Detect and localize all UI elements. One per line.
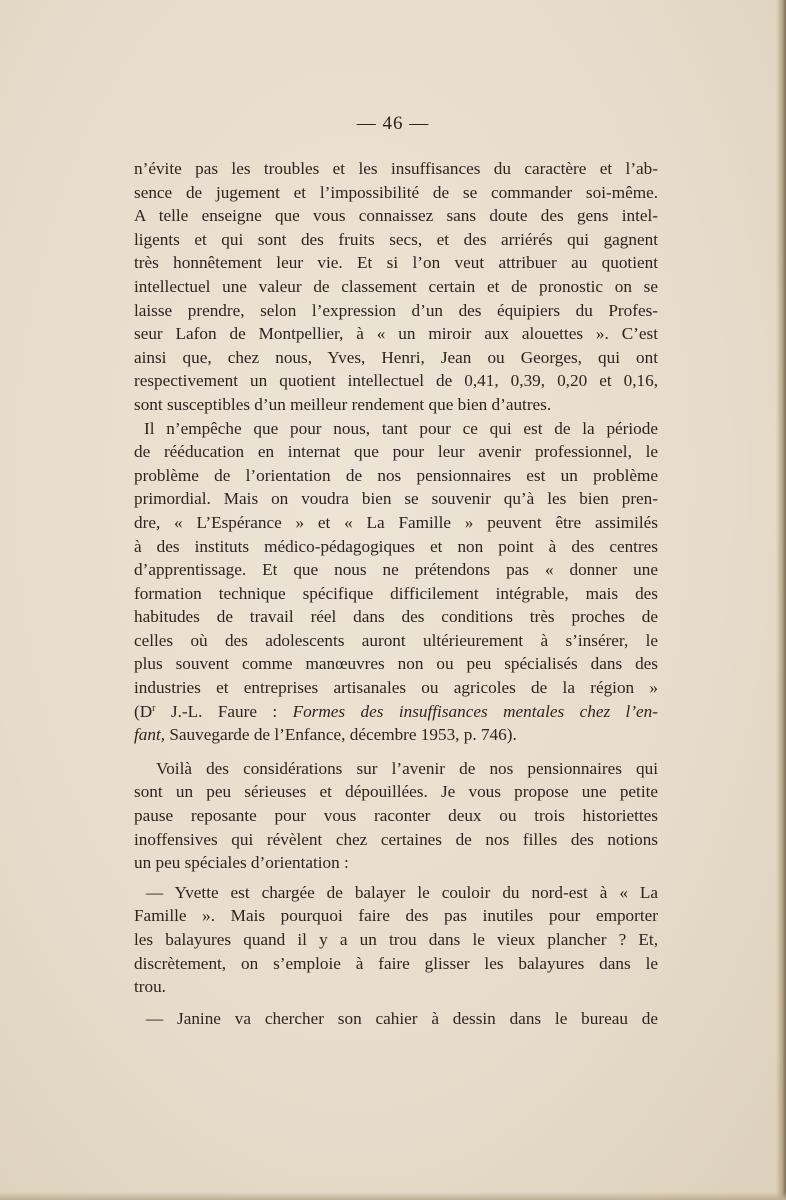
text-line: respectivement un quotient intellectuel de 0,41, 0,39, 0,20 et 0,16, [134,371,658,391]
text-line: ainsi que, chez nous, Yves, Henri, Jean ou Georges, qui ont [134,347,658,367]
text-line: Voilà des considérations sur l’avenir de nos pensionnaires qui [156,758,658,778]
text-line: problème de l’orientation de nos pensionnaires est un problème [134,465,658,485]
text-line: A telle enseigne que vous connaissez sans doute des gens intel- [134,206,658,226]
text-line: Il n’empêche que pour nous, tant pour ce qui est de la période [144,418,658,438]
citation-line [134,723,658,747]
text-line: pause reposante pour vous raconter deux ou trois historiettes [134,806,658,826]
text-line: sont un peu sérieuses et dépouillées. Je vous propose une petite [134,782,658,802]
text-line: celles où des adolescents auront ultérieurement à s’insérer, le [134,630,658,650]
text-line: très honnêtement leur vie. Et si l’on veut attribuer au quotient [134,253,658,273]
text-line: — Yvette est chargée de balayer le couloir du nord-est à « La [146,882,658,902]
text-line: primordial. Mais on voudra bien se souvenir qu’à les bien pren- [134,489,658,509]
text-line: à des instituts médico-pédagogiques et non point à des centres [134,536,658,556]
text-line: sence de jugement et l’impossibilité de se commander soi-même. [134,182,658,202]
page-bottom-shadow [0,1192,786,1200]
text-line: dre, « L’Espérance » et « La Famille » peuvent être assimilés [134,512,658,532]
text-line: inoffensives qui révèlent chez certaines de nos filles des notions [134,829,658,849]
citation-source: Sauvegarde de l’Enfance, décembre 1953, p. 746). [165,725,517,745]
text-line: plus souvent comme manœuvres non ou peu spécialisés dans des [134,654,658,674]
text-line: intellectuel une valeur de classement certain et de pronostic on se [134,276,658,296]
text-line: trou. [134,977,166,997]
page-number: — 46 — [356,113,430,134]
citation-line [134,700,658,724]
text-line: discrètement, on s’emploie à faire glisser les balayures dans le [134,953,658,973]
text-line: ligents et qui sont des fruits secs, et des arriérés qui gagnent [134,229,658,249]
citation-title: fant, [134,725,166,745]
paragraph-gap [134,999,658,1007]
text-line: Famille ». Mais pourquoi faire des pas inutiles pour emporter [134,906,658,926]
text-line: d’apprentissage. Et que nous ne prétendons pas « donner une [134,560,658,580]
text-line: — Janine va chercher son cahier à dessin dans le bureau de [146,1008,658,1028]
body-text [134,157,658,1030]
page-edge-shadow [776,0,786,1200]
text-line: n’évite pas les troubles et les insuffisances du caractère et l’ab- [134,159,658,178]
text-line: seur Lafon de Montpellier, à « un miroir aux alouettes ». C’est [134,324,658,344]
paragraph-gap [134,747,658,757]
text-line: laisse prendre, selon l’expression d’un des équipiers du Profes- [134,300,658,320]
text-line: un peu spéciales d’orientation : [134,853,349,873]
text-line: industries et entreprises artisanales ou agricoles de la région » [134,678,658,698]
text-line: les balayures quand il y a un trou dans le vieux plancher ? Et, [134,930,658,949]
text-line: sont susceptibles d’un meilleur rendement que bien d’autres. [134,394,552,414]
citation-prefix: (D [134,701,153,721]
text-line: de rééducation en internat que pour leur avenir professionnel, le [134,442,658,462]
citation-sup: r [152,702,156,714]
text-line: formation technique spécifique difficilement intégrable, mais des [134,583,658,603]
text-line: habitudes de travail réel dans des conditions très proches de [134,607,658,627]
citation-title: Formes des insuffisances mentales chez l’en- [292,701,658,721]
citation-author: J.-L. Faure : [155,701,293,721]
